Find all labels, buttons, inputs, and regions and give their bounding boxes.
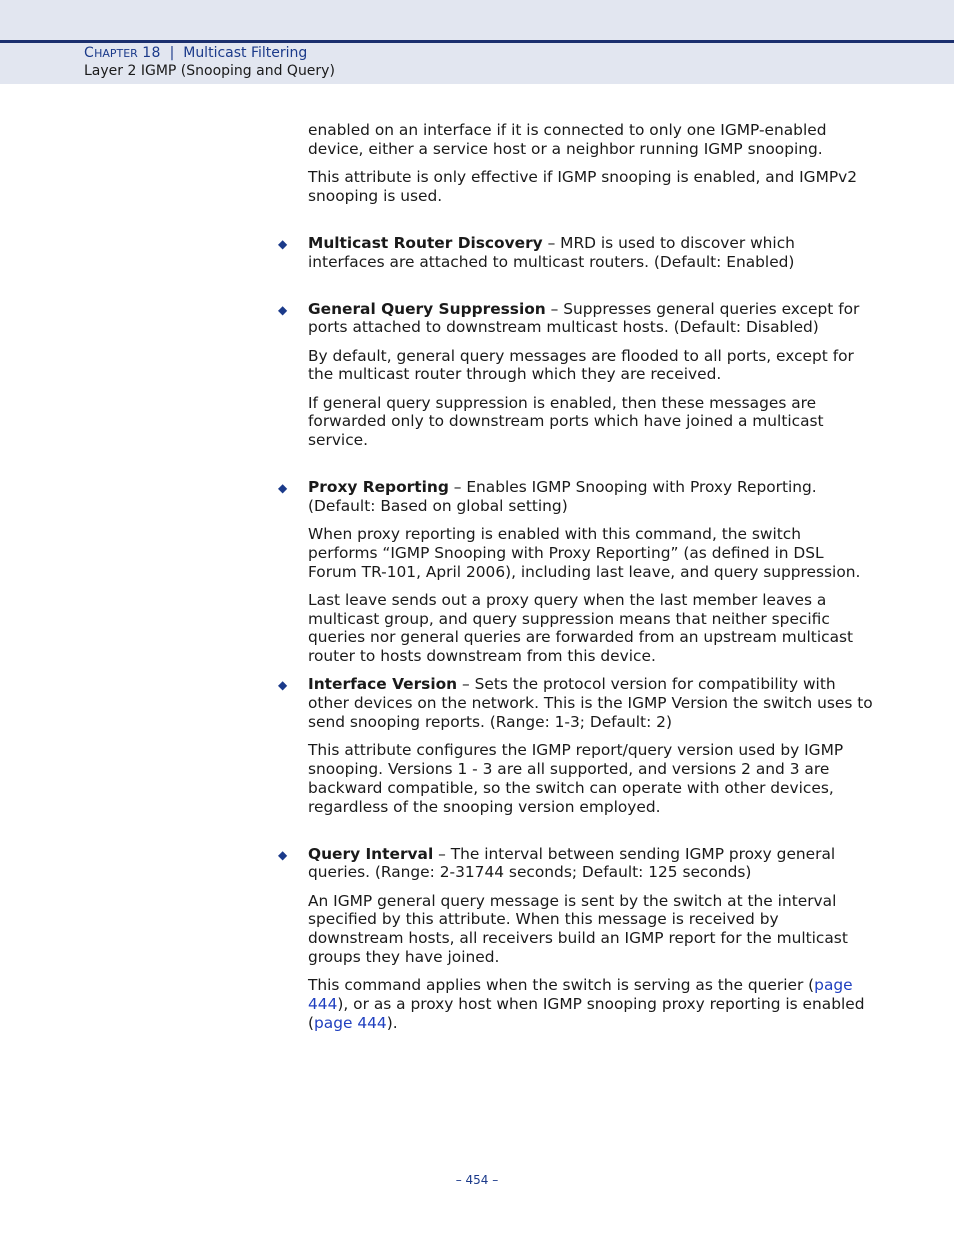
- chapter-title: Multicast Filtering: [183, 45, 308, 61]
- item-paragraph: Last leave sends out a proxy query when the last member leaves a multicast group, and query suppression means that neither specific queries nor general queries are forwarded from an upstream multicast router to hosts downstream from this device.: [308, 590, 854, 666]
- closing-text-1: This command applies when the switch is serving as the querier (: [308, 976, 815, 995]
- item-description: – The interval between sending IGMP proxy general queries. (Range: 2-31744 seconds; Default: 125 seconds): [308, 844, 836, 882]
- closing-paragraph: [308, 976, 874, 1032]
- item-paragraph: This attribute configures the IGMP report/query version used by IGMP snooping. Versions 1 - 3 are all supported, and versions 2 and 3 are backward compatible, so the switch can operate with other devices, regardless of the snooping version employed.: [308, 741, 844, 816]
- diamond-bullet-icon: ◆: [278, 302, 288, 317]
- intro-paragraph-2: This attribute is only effective if IGMP snooping is enabled, and IGMPv2 snooping is used.: [308, 167, 858, 205]
- chapter-label-initial: C: [84, 45, 95, 61]
- header-separator: |: [169, 45, 175, 61]
- closing-text-2: ), or as a proxy host when IGMP snooping proxy reporting is enabled (: [308, 994, 865, 1032]
- list-item-multicast-router-discovery: [278, 233, 874, 272]
- item-term: General Query Suppression: [308, 299, 546, 318]
- item-paragraph: An IGMP general query message is sent by the switch at the interval specified by this attribute. When this message is received by downstream hosts, all receivers build an IGMP report for the multicast groups they have joined.: [308, 891, 848, 966]
- page-reference-link[interactable]: page 444: [314, 1013, 387, 1032]
- intro-paragraph-1: enabled on an interface if it is connected to only one IGMP-enabled device, either a service host or a neighbor running IGMP snooping.: [308, 121, 827, 158]
- item-description: – MRD is used to discover which interfaces are attached to multicast routers. (Default: Enabled): [308, 233, 795, 271]
- body-content: [278, 121, 874, 1042]
- list-item-general-query-suppression: [278, 299, 874, 450]
- list-item-interface-version: [278, 675, 874, 816]
- item-description: – Sets the protocol version for compatibility with other devices on the network. This is the IGMP Version the switch uses to send snooping reports. (Range: 1-3; Default: 2): [308, 675, 873, 732]
- item-paragraph: If general query suppression is enabled, then these messages are forwarded only to downstream ports which have joined a multicast service.: [308, 393, 824, 450]
- list-item-query-interval: [278, 844, 874, 1033]
- chapter-number: 18: [142, 45, 161, 61]
- item-paragraph: When proxy reporting is enabled with this command, the switch performs “IGMP Snooping with Proxy Reporting” (as defined in DSL Forum TR-101, April 2006), including last leave, and query suppression.: [308, 525, 861, 581]
- diamond-bullet-icon: ◆: [278, 847, 288, 862]
- item-term: Multicast Router Discovery: [308, 233, 543, 252]
- page-number: – 454 –: [455, 1173, 499, 1187]
- item-description: – Suppresses general queries except for ports attached to downstream multicast hosts. (Default: Disabled): [308, 299, 860, 337]
- diamond-bullet-icon: ◆: [278, 481, 288, 496]
- chapter-label-rest: HAPTER: [94, 47, 138, 60]
- item-term: Proxy Reporting: [308, 478, 449, 497]
- page-reference-link[interactable]: page 444: [308, 976, 853, 1013]
- header-rule: [0, 40, 954, 43]
- item-term: Interface Version: [308, 675, 458, 694]
- diamond-bullet-icon: ◆: [278, 236, 288, 251]
- list-item-proxy-reporting: [278, 478, 874, 666]
- item-paragraph: By default, general query messages are flooded to all ports, except for the multicast router through which they are received.: [308, 346, 854, 384]
- section-title: Layer 2 IGMP (Snooping and Query): [84, 63, 335, 79]
- diamond-bullet-icon: ◆: [278, 678, 288, 693]
- item-description: – Enables IGMP Snooping with Proxy Reporting. (Default: Based on global setting): [308, 478, 817, 515]
- chapter-heading: [84, 45, 307, 61]
- closing-text-3: ).: [386, 1013, 398, 1032]
- item-term: Query Interval: [308, 844, 434, 863]
